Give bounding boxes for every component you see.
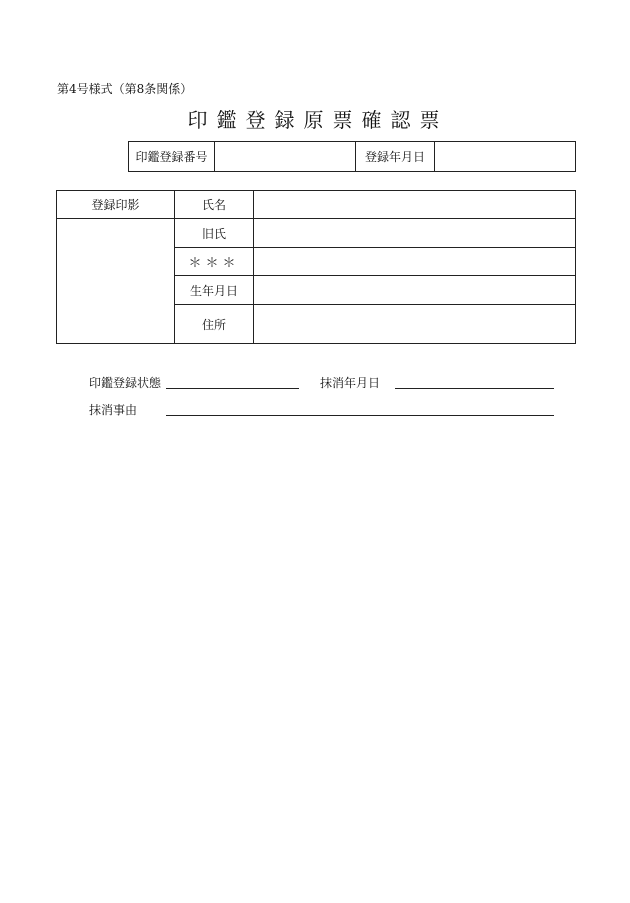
birthdate-label: 生年月日 [175, 276, 254, 305]
deletion-date-field[interactable] [395, 374, 554, 389]
birthdate-field[interactable] [254, 276, 576, 305]
address-label: 住所 [175, 305, 254, 344]
status-field[interactable] [166, 374, 299, 389]
deletion-reason-field[interactable] [166, 401, 554, 416]
registration-number-field[interactable] [215, 142, 356, 172]
registration-date-label: 登録年月日 [356, 142, 435, 172]
former-surname-label: 旧氏 [175, 219, 254, 248]
masked-label: ＊＊＊ [175, 248, 254, 276]
seal-impression-box [57, 219, 175, 344]
name-field[interactable] [254, 191, 576, 219]
name-label: 氏名 [175, 191, 254, 219]
seal-impression-label: 登録印影 [57, 191, 175, 219]
form-number: 第4号様式（第8条関係） [57, 82, 193, 96]
registrant-info-table [56, 190, 576, 344]
status-label: 印鑑登録状態 [89, 376, 162, 390]
registration-number-label: 印鑑登録番号 [129, 142, 215, 172]
deletion-date-label: 抹消年月日 [320, 376, 381, 390]
address-field[interactable] [254, 305, 576, 344]
deletion-reason-label: 抹消事由 [89, 403, 138, 417]
masked-field[interactable] [254, 248, 576, 276]
former-surname-field[interactable] [254, 219, 576, 248]
registration-info-table [128, 141, 576, 172]
document-title: 印鑑登録原票確認票 [187, 108, 449, 132]
registration-date-field[interactable] [435, 142, 576, 172]
